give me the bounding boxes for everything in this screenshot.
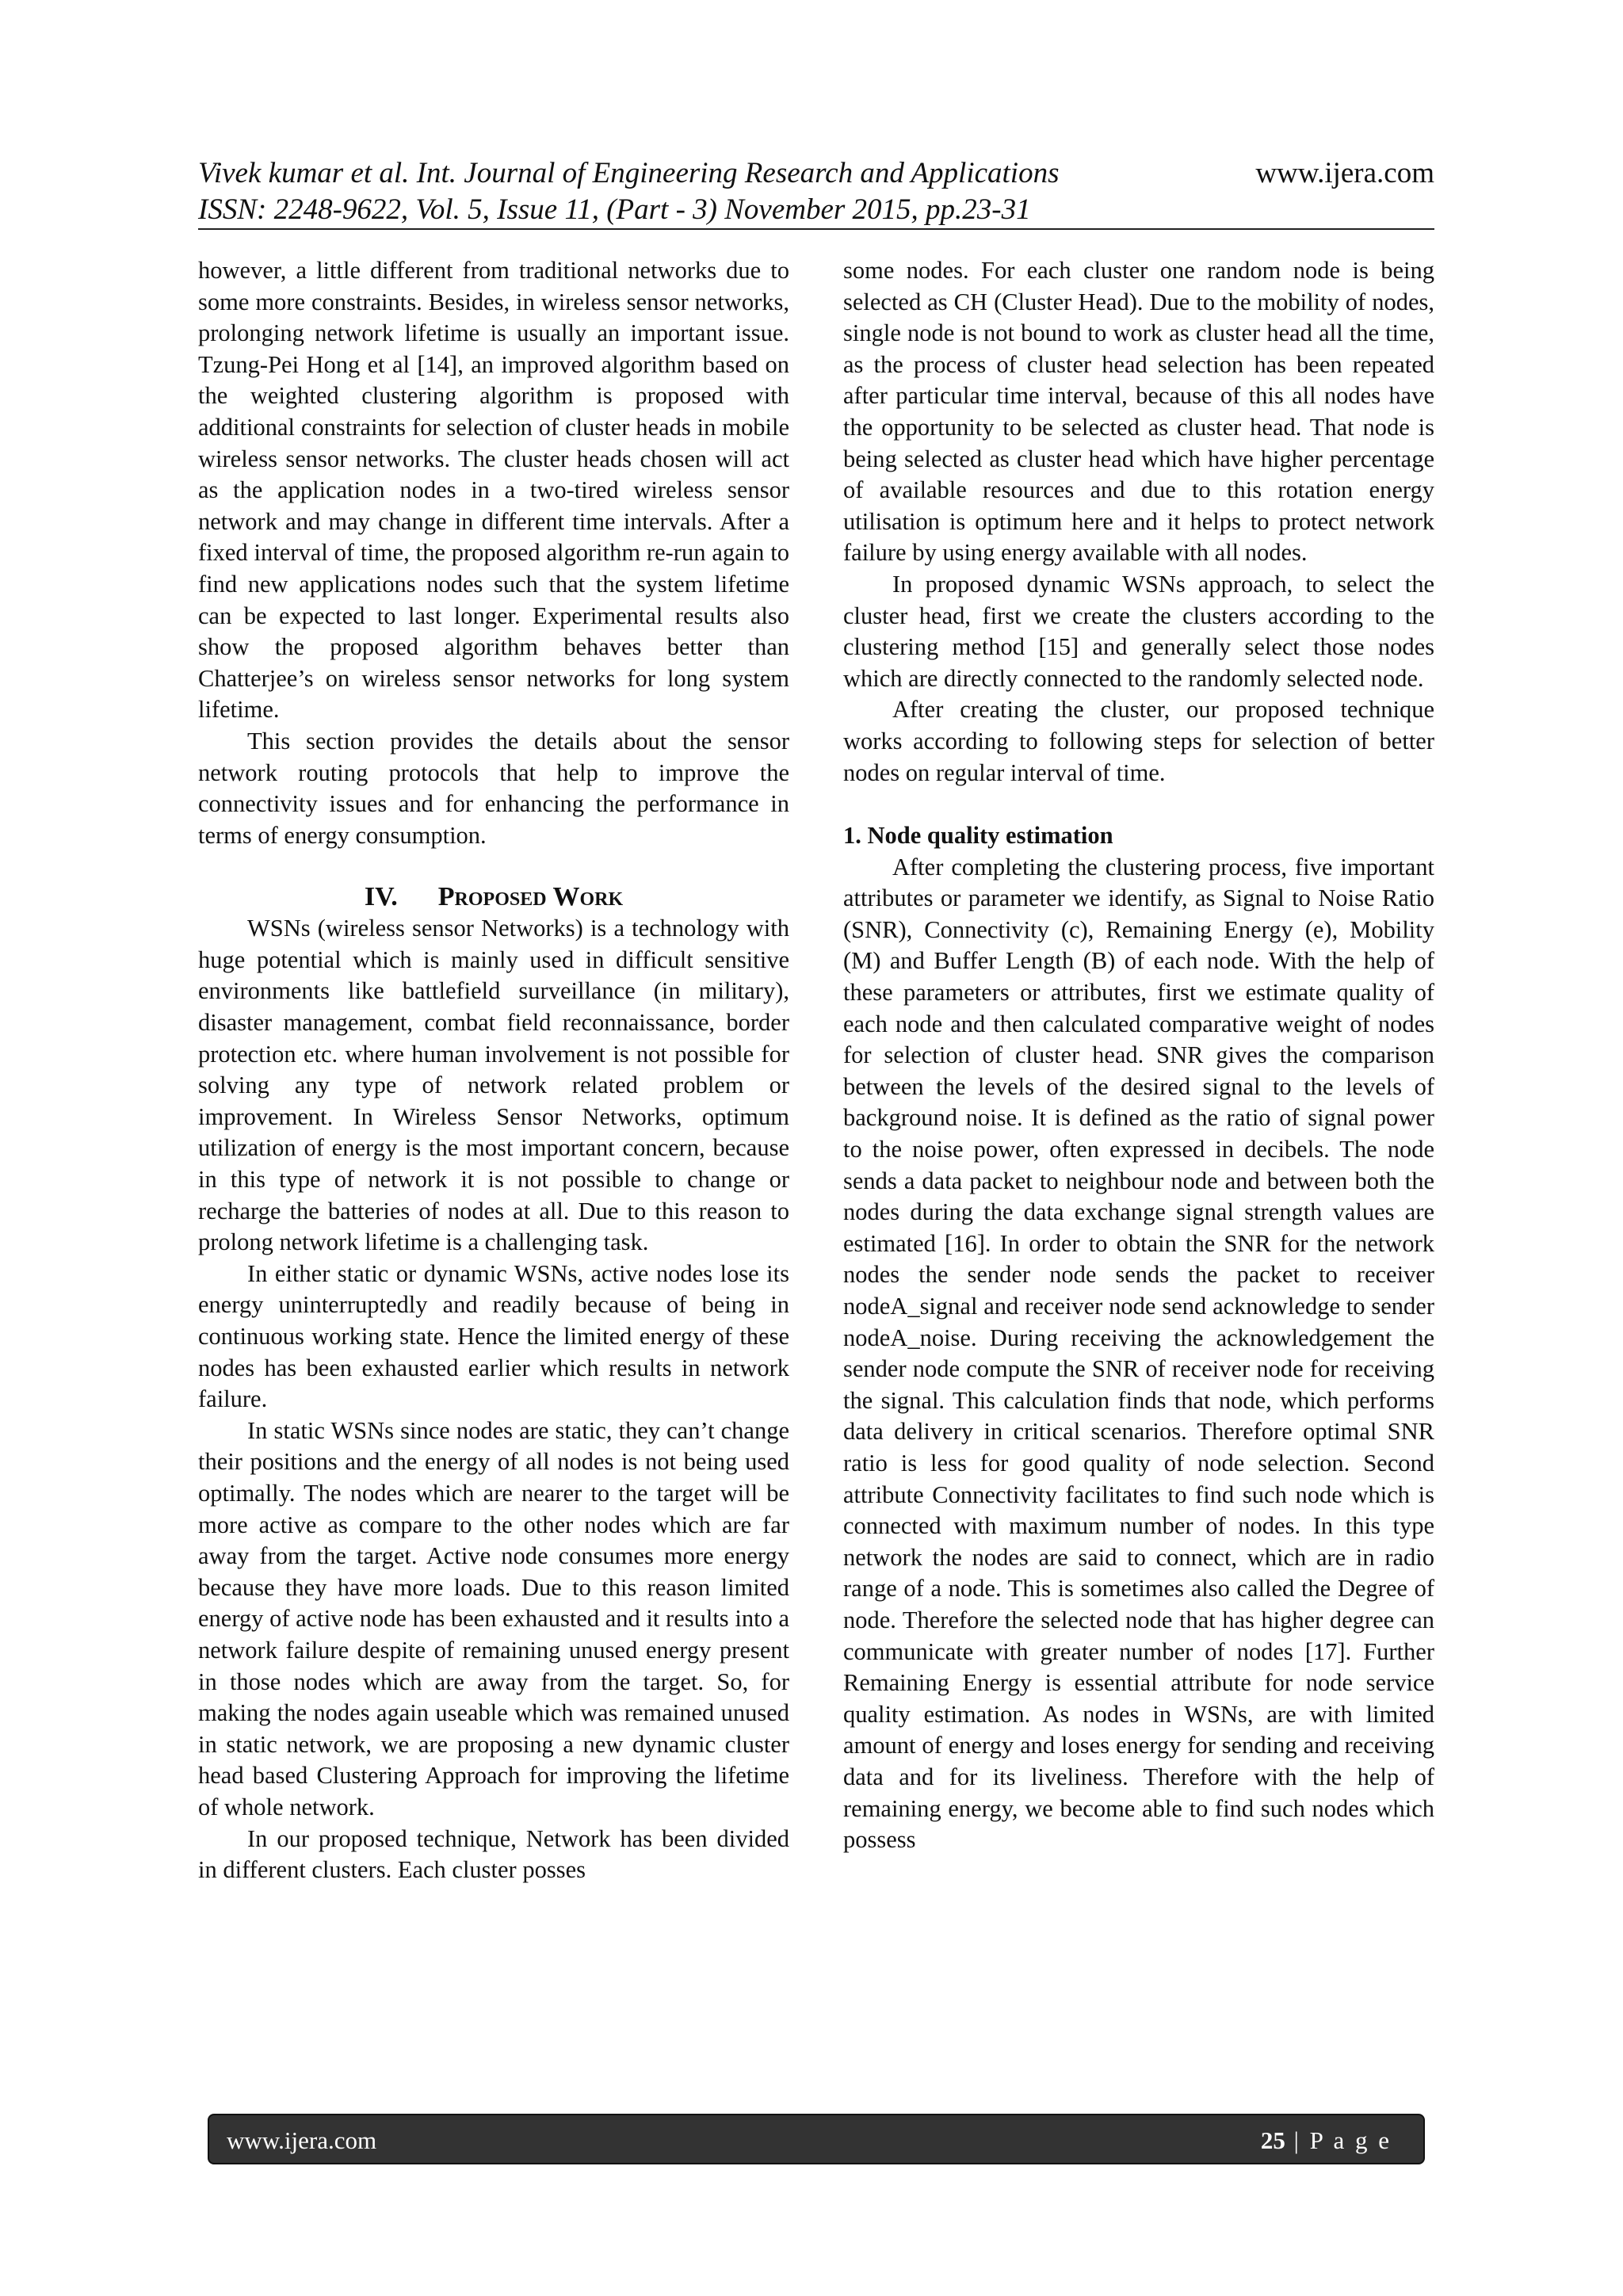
page-text: | P a g e bbox=[1285, 2126, 1392, 2154]
page-number: 25 bbox=[1260, 2126, 1285, 2154]
paragraph: some nodes. For each cluster one random node is being selected as CH (Cluster Head). Due to the mobility of nodes, single node is not bound to work as cluster head all the time, as the process of cluster head selection has been repeated after particular time interval, because of this all nodes have the opportunity to be selected as cluster head. That node is being selected as cluster head which have higher percentage of available resources and due to this rotation energy utilisation is optimum here and it helps to protect network failure by using energy available with all nodes. bbox=[843, 257, 1434, 567]
left-column bbox=[198, 255, 789, 1886]
paragraph: WSNs (wireless sensor Networks) is a technology with huge potential which is mainly used in difficult sensitive environments like battlefield surveillance (in military), disaster management, combat field reconnaissance, border protection etc. where human involvement is not possible for solving any type of network related problem or improvement. In Wireless Sensor Networks, optimum utilization of energy is the most important concern, because in this type of network it is not possible to change or recharge the batteries of nodes at all. Due to this reason to prolong network lifetime is a challenging task. bbox=[198, 915, 789, 1256]
paragraph: This section provides the details about the sensor network routing protocols that help to improve the connectivity issues and for enhancing the performance in terms of energy consumption. bbox=[198, 727, 789, 849]
header-rule bbox=[198, 228, 1434, 230]
journal-citation: Vivek kumar et al. Int. Journal of Engineering Research and Applications bbox=[198, 157, 1060, 189]
right-column bbox=[843, 255, 1434, 1856]
paragraph: After creating the cluster, our proposed technique works according to following steps for selection of better nodes on regular interval of time. bbox=[843, 696, 1434, 786]
paragraph: In proposed dynamic WSNs approach, to select the cluster head, first we create the clusters according to the clustering method [15] and generally select those nodes which are directly connected to the randomly selected node. bbox=[843, 570, 1434, 692]
paragraph: In either static or dynamic WSNs, active nodes lose its energy uninterruptedly and readily because of being in continuous working state. Hence the limited energy of these nodes has been exhausted earlier which results in network failure. bbox=[198, 1259, 789, 1413]
section-heading bbox=[198, 881, 789, 913]
header-website: www.ijera.com bbox=[1255, 157, 1434, 189]
section-number: IV. bbox=[364, 882, 398, 912]
section-title: Proposed Work bbox=[437, 882, 624, 912]
footer-website: www.ijera.com bbox=[227, 2126, 377, 2154]
paragraph: In our proposed technique, Network has been divided in different clusters. Each cluster posses bbox=[198, 1824, 789, 1884]
paragraph: however, a little different from traditional networks due to some more constraints. Besides, in wireless sensor networks, prolonging network lifetime is usually an important issue. Tzung-Pei Hong et al [14], an improved algorithm based on the weighted clustering algorithm is proposed with additional constraints for selection of cluster heads in mobile wireless sensor networks. The cluster heads chosen will act as the application nodes in a two-tired wireless sensor network and may change in different time intervals. After a fixed interval of time, the proposed algorithm re-run again to find new applications nodes such that the system lifetime can be expected to last longer. Experimental results also show the proposed algorithm behaves better than Chatterjee’s on wireless sensor networks for long system lifetime. bbox=[198, 257, 789, 724]
issn-line: ISSN: 2248-9622, Vol. 5, Issue 11, (Part - 3) November 2015, pp.23-31 bbox=[198, 193, 1031, 226]
page-number-label bbox=[1261, 2125, 1392, 2157]
paragraph: In static WSNs since nodes are static, they can’t change their positions and the energy of all nodes is not being used optimally. The nodes which are nearer to the target will be more active as compare to the other nodes which are far away from the target. Active node consumes more energy because they have more loads. Due to this reason limited energy of active node has been exhausted and it results into a network failure despite of remaining unused energy present in those nodes which are away from the target. So, for making the nodes again useable which was remained unused in static network, we are proposing a new dynamic cluster head based Clustering Approach for improving the lifetime of whole network. bbox=[198, 1416, 789, 1820]
paragraph: After completing the clustering process, five important attributes or parameter we identify, as Signal to Noise Ratio (SNR), Connectivity (c), Remaining Energy (e), Mobility (M) and Buffer Length (B) of each node. With the help of these parameters or attributes, first we estimate quality of each node and then calculated comparative weight of nodes for selection of cluster head. SNR gives the comparison between the levels of the desired signal to the levels of background noise. It is defined as the ratio of signal power to the noise power, often expressed in decibels. The node sends a data packet to neighbour node and between both the nodes during the data exchange signal strength values are estimated [16]. In order to obtain the SNR for the network nodes the sender node sends the packet to receiver nodeA_signal and receiver node send acknowledge to sender nodeA_noise. During receiving the acknowledgement the sender node compute the SNR of receiver node for receiving the signal. This calculation finds that node, which performs data delivery in critical scenarios. Therefore optimal SNR ratio is less for good quality of node selection. Second attribute Connectivity facilitates to find such node which is connected with maximum number of nodes. In this type network the nodes are said to connect, which are in radio range of a node. This is sometimes also called the Degree of node. Therefore the selected node that has higher degree can communicate with greater number of nodes [17]. Further Remaining Energy is essential attribute for node service quality estimation. As nodes in WSNs, are with limited amount of energy and loses energy for sending and receiving data and for its liveliness. Therefore with the help of remaining energy, we become able to find such nodes which possess bbox=[843, 853, 1434, 1854]
page-footer bbox=[208, 2114, 1425, 2164]
running-header bbox=[198, 155, 1434, 228]
subsection-heading: 1. Node quality estimation bbox=[843, 822, 1113, 850]
